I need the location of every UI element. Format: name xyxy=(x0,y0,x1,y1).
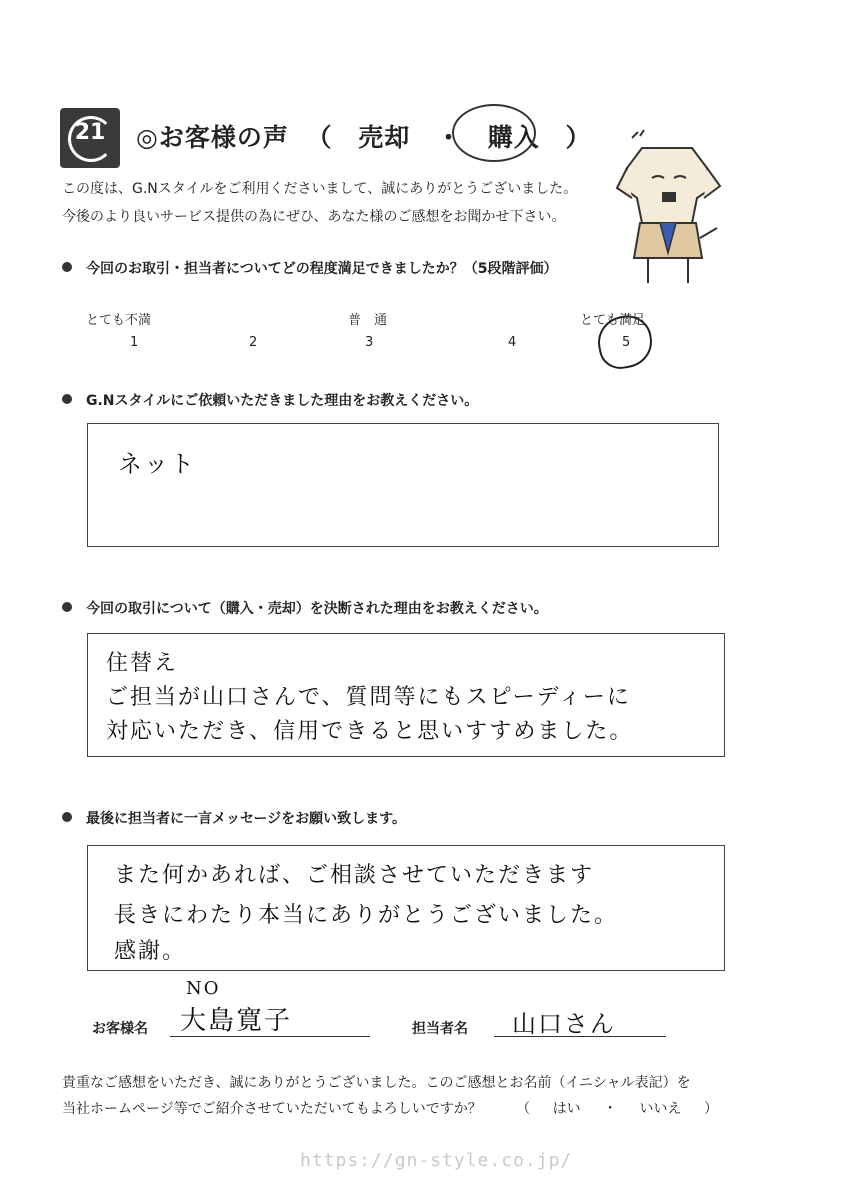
intro-line-2: 今後のより良いサービス提供の為にぜひ、あなた様のご感想をお聞かせ下さい。 xyxy=(62,209,566,225)
answer-box-message[interactable] xyxy=(87,845,725,971)
answer-message-line-3: 感謝。 xyxy=(114,939,187,964)
footer-consent-question: 当社ホームページ等でご紹介させていただいてもよろしいですか？ xyxy=(62,1101,482,1117)
answer-reason-request: ネット xyxy=(118,450,196,478)
intro-line-1: この度は、G.Nスタイルをご利用くださいまして、誠にありがとうございました。 xyxy=(62,181,578,197)
scale-option-3[interactable]: 3 xyxy=(365,335,374,350)
scale-label-high: とても満足 xyxy=(580,313,646,328)
question-reason-decision: 今回の取引について（購入・売却）を決断された理由をお教えください。 xyxy=(62,598,548,618)
scale-label-mid: 普 通 xyxy=(348,313,388,328)
answer-decision-line-2: ご担当が山口さんで、質問等にもスピーディーに xyxy=(106,685,631,710)
option-sell: 売却 xyxy=(358,123,411,152)
staff-name-value[interactable]: 山口さん xyxy=(512,1010,616,1038)
answer-message-line-2: 長きにわたり本当にありがとうございました。 xyxy=(114,903,619,928)
scale-option-2[interactable]: 2 xyxy=(249,335,258,350)
answer-decision-line-1: 住替え xyxy=(106,651,179,676)
customer-name-label: お客様名 xyxy=(92,1021,148,1037)
customer-annotation: NO xyxy=(186,978,221,999)
consent-yes-option[interactable]: はい xyxy=(552,1101,581,1117)
dog-mascot-illustration xyxy=(612,128,732,288)
scale-option-4[interactable]: 4 xyxy=(508,335,517,350)
selected-option-circle xyxy=(452,104,536,162)
consent-no-option[interactable]: いいえ xyxy=(639,1101,682,1117)
scale-option-1[interactable]: 1 xyxy=(130,335,139,350)
question-reason-request: G.Nスタイルにご依頼いただきました理由をお教えください。 xyxy=(62,390,478,410)
consent-separator: ・ xyxy=(603,1101,618,1117)
answer-decision-line-3: 対応いただき、信用できると思いすすめました。 xyxy=(106,719,634,744)
consent-paren-close: ） xyxy=(703,1101,718,1117)
century21-logo xyxy=(60,108,120,168)
logo-text: 21 xyxy=(74,120,106,145)
footer-consent-line-1: 貴重なご感想をいただき、誠にありがとうございました。このご感想とお名前（イニシャル表記）を xyxy=(62,1075,691,1091)
title-text: ◎お客様の声 xyxy=(136,123,289,152)
option-buy: 購入 xyxy=(487,123,540,152)
customer-name-value[interactable]: 大島寛子 xyxy=(180,1006,293,1036)
answer-message-line-1: また何かあれば、ご相談させていただきます xyxy=(114,863,595,888)
question-satisfaction: 今回のお取引・担当者についてどの程度満足できましたか？（5段階評価） xyxy=(62,258,557,278)
answer-box-reason-request[interactable] xyxy=(87,423,719,547)
website-url-watermark: https://gn-style.co.jp/ xyxy=(300,1150,573,1171)
question-message: 最後に担当者に一言メッセージをお願い致します。 xyxy=(62,808,406,828)
scale-option-5[interactable]: 5 xyxy=(622,335,631,350)
paren-open: （ xyxy=(306,123,333,152)
paren-close: ） xyxy=(565,123,592,152)
staff-name-label: 担当者名 xyxy=(412,1021,468,1037)
scale-label-low: とても不満 xyxy=(86,313,152,328)
answer-box-reason-decision[interactable] xyxy=(87,633,725,757)
option-separator: ・ xyxy=(436,123,463,152)
footer-consent-line-2 xyxy=(62,1098,718,1118)
consent-paren-open: （ xyxy=(516,1101,531,1117)
